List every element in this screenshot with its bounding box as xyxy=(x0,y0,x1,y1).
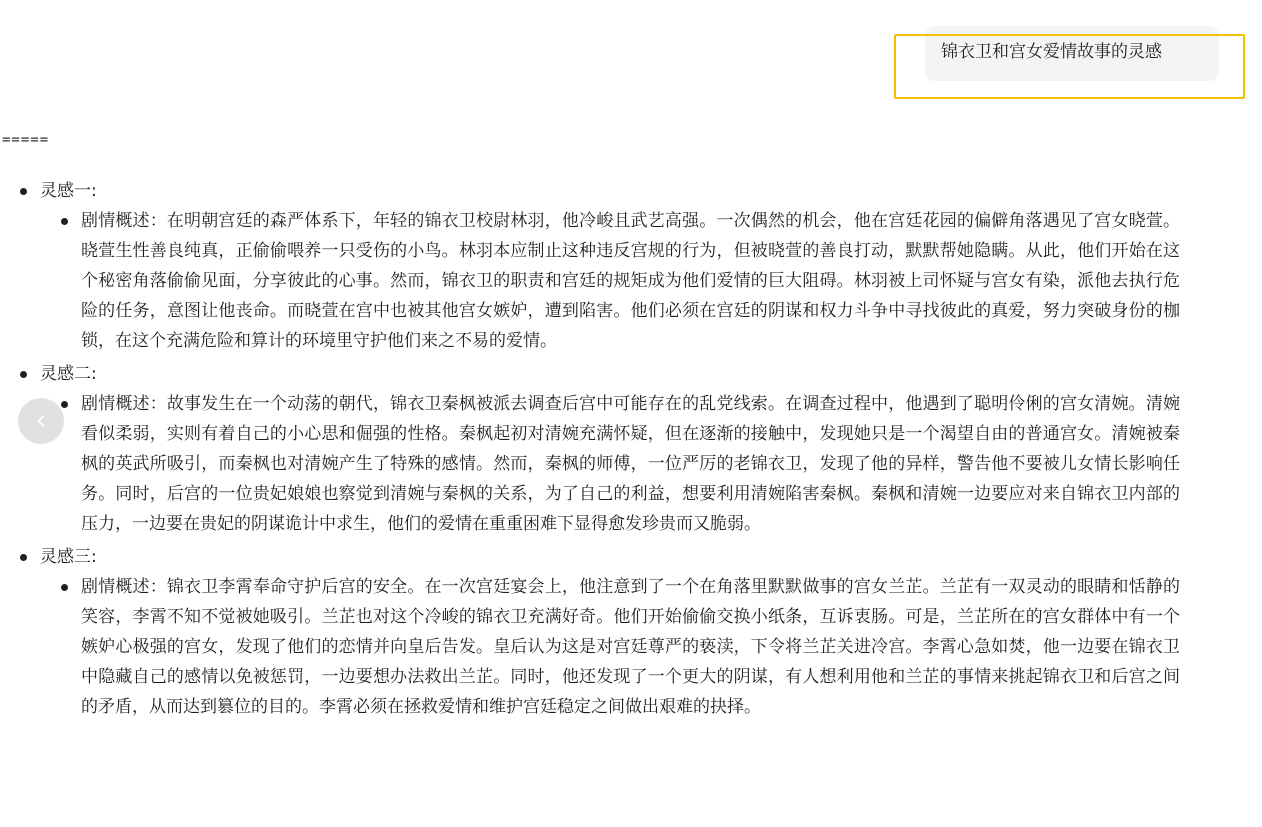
idea-description-item xyxy=(40,206,1180,356)
bullet-icon xyxy=(61,218,68,225)
bullet-icon xyxy=(61,584,68,591)
idea-item xyxy=(0,176,1180,356)
user-message-text: 锦衣卫和宫女爱情故事的灵感 xyxy=(941,42,1162,62)
idea-item xyxy=(0,542,1180,722)
idea-description: 剧情概述：故事发生在一个动荡的朝代，锦衣卫秦枫被派去调查后宫中可能存在的乱党线索。在调查过程中，他遇到了聪明伶俐的宫女清婉。清婉看似柔弱，实则有着自己的小心思和倔强的性格。秦枫起初对清婉充满怀疑，但在逐渐的接触中，发现她只是一个渴望自由的普通宫女。清婉被秦枫的英武所吸引，而秦枫也对清婉产生了特殊的感情。然而，秦枫的师傅，一位严厉的老锦衣卫，发现了他的异样，警告他不要被儿女情长影响任务。同时，后宫的一位贵妃娘娘也察觉到清婉与秦枫的关系，为了自己的利益，想要利用清婉陷害秦枫。秦枫和清婉一边要应对来自锦衣卫内部的压力，一边要在贵妃的阴谋诡计中求生，他们的爱情在重重困难下显得愈发珍贵而又脆弱。 xyxy=(81,394,1180,534)
prev-button[interactable] xyxy=(18,398,64,444)
bullet-icon xyxy=(20,188,27,195)
idea-title: 灵感一: xyxy=(40,181,97,201)
bullet-icon xyxy=(61,401,68,408)
user-message-bubble xyxy=(925,26,1219,81)
idea-description-item xyxy=(40,572,1180,722)
idea-description-item xyxy=(40,389,1180,539)
bullet-icon xyxy=(20,371,27,378)
idea-description: 剧情概述：锦衣卫李霄奉命守护后宫的安全。在一次宫廷宴会上，他注意到了一个在角落里默默做事的宫女兰芷。兰芷有一双灵动的眼睛和恬静的笑容，李霄不知不觉被她吸引。兰芷也对这个冷峻的锦衣卫充满好奇。他们开始偷偷交换小纸条，互诉衷肠。可是，兰芷所在的宫女群体中有一个嫉妒心极强的宫女，发现了他们的恋情并向皇后告发。皇后认为这是对宫廷尊严的亵渎，下令将兰芷关进冷宫。李霄心急如焚，他一边要在锦衣卫中隐藏自己的感情以免被惩罚，一边要想办法救出兰芷。同时，他还发现了一个更大的阴谋，有人想利用他和兰芷的事情来挑起锦衣卫和后宫之间的矛盾，从而达到篡位的目的。李霄必须在拯救爱情和维护宫廷稳定之间做出艰难的抉择。 xyxy=(81,577,1180,717)
idea-item xyxy=(0,359,1180,539)
idea-description: 剧情概述：在明朝宫廷的森严体系下，年轻的锦衣卫校尉林羽，他冷峻且武艺高强。一次偶然的机会，他在宫廷花园的偏僻角落遇见了宫女晓萱。晓萱生性善良纯真，正偷偷喂养一只受伤的小鸟。林羽本应制止这种违反宫规的行为，但被晓萱的善良打动，默默帮她隐瞒。从此，他们开始在这个秘密角落偷偷见面，分享彼此的心事。然而，锦衣卫的职责和宫廷的规矩成为他们爱情的巨大阻碍。林羽被上司怀疑与宫女有染，派他去执行危险的任务，意图让他丧命。而晓萱在宫中也被其他宫女嫉妒，遭到陷害。他们必须在宫廷的阴谋和权力斗争中寻找彼此的真爱，努力突破身份的枷锁，在这个充满危险和算计的环境里守护他们来之不易的爱情。 xyxy=(81,211,1180,351)
chevron-left-icon xyxy=(33,413,49,429)
assistant-answer xyxy=(0,176,1180,725)
separator-line: ===== xyxy=(2,132,50,148)
idea-title: 灵感二: xyxy=(40,364,97,384)
idea-title: 灵感三: xyxy=(40,547,97,567)
bullet-icon xyxy=(20,554,27,561)
